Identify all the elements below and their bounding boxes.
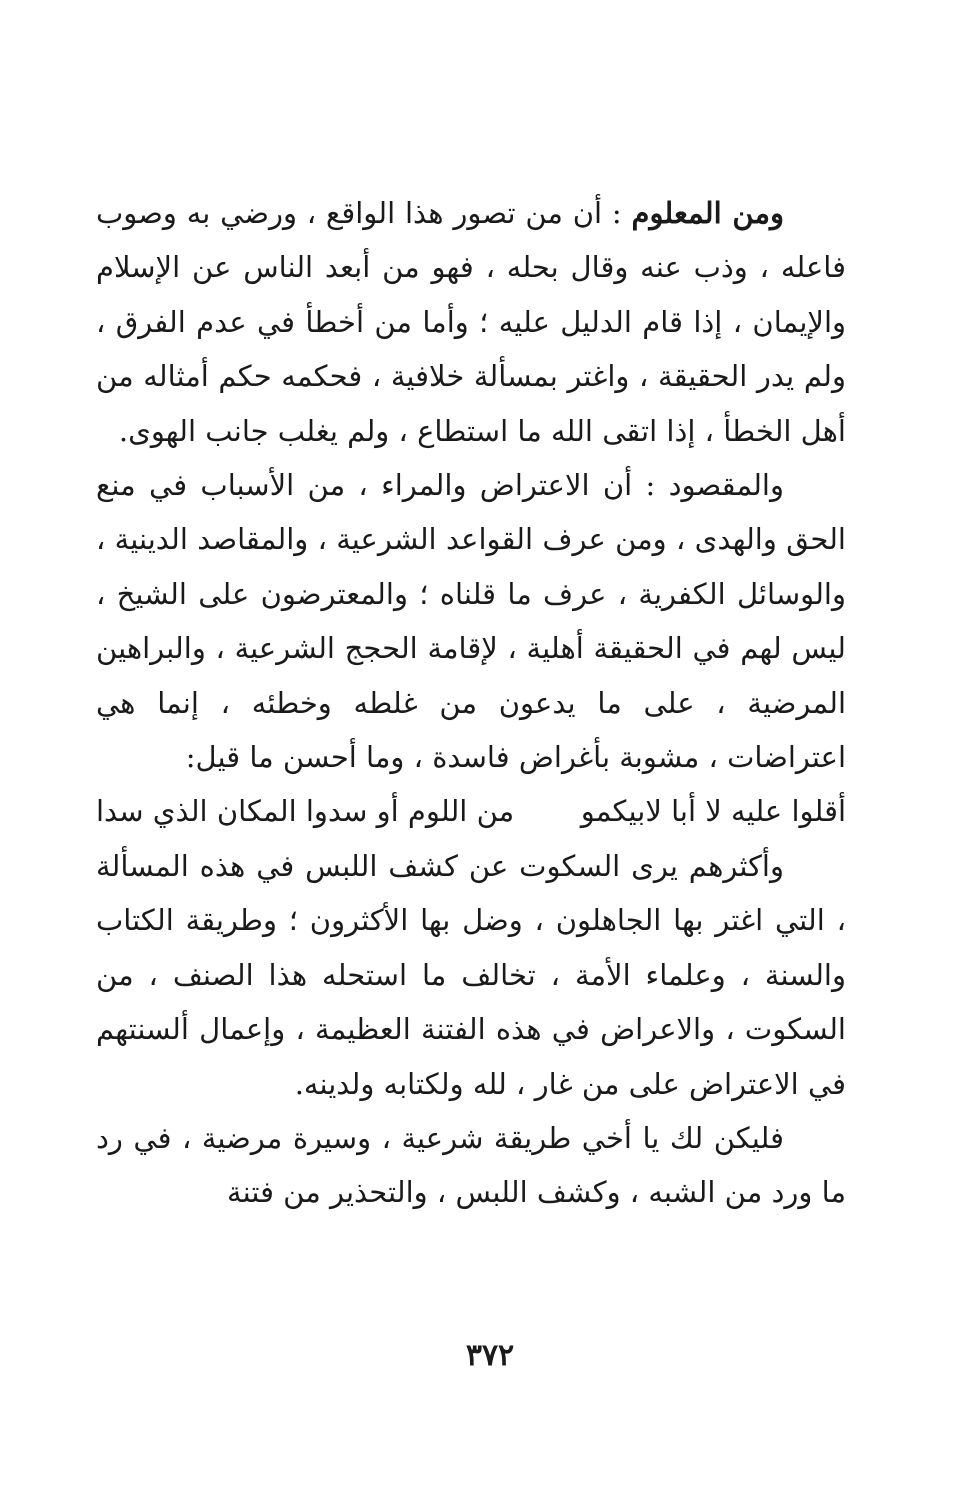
paragraph-1-lead: ومن المعلوم	[631, 196, 784, 230]
page-number: ٣٧٢	[465, 1338, 515, 1373]
paragraph-1	[96, 186, 846, 458]
paragraph-3: وأكثرهم يرى السكوت عن كشف اللبس في هذه المسألة ، التي اغتر بها الجاهلون ، وضل بها الأكثرون ؛ وطريقة الكتاب والسنة ، وعلماء الأمة ، تخالف ما استحله هذا الصنف ، من السكوت ، والاعراض في هذه الفتنة العظيمة ، وإعمال ألسنتهم في الاعتراض على من غار ، لله ولكتابه ولدينه.	[96, 848, 846, 1101]
body-text	[96, 186, 846, 1220]
paragraph-1-text: : أن من تصور هذا الواقع ، ورضي به وصوب فاعله ، وذب عنه وقال بحله ، فهو من أبعد الناس عن الإسلام والإيمان ، إذا قام الدليل عليه ؛ وأما من أخطأ في عدم الفرق ، ولم يدر الحقيقة ، واغتر بمسألة خلافية ، فحكمه حكم أمثاله من أهل الخطأ ، إذا اتقى الله ما استطاع ، ولم يغلب جانب الهوى.	[96, 196, 846, 448]
verse-second-hemistich: من اللوم أو سدوا المكان الذي سدا	[96, 794, 515, 829]
poetry-verse	[96, 784, 846, 838]
paragraph-2: والمقصود : أن الاعتراض والمراء ، من الأسباب في منع الحق والهدى ، ومن عرف القواعد الشرعية ، والمقاصد الدينية ، والوسائل الكفرية ، عرف ما قلناه ؛ والمعترضون على الشيخ ، ليس لهم في الحقيقة أهلية ، لإقامة الحجج الشرعية ، والبراهين المرضية ، على ما يدعون من غلطه وخطئه ، إنما هي اعتراضات ، مشوبة بأغراض فاسدة ، وما أحسن ما قيل:	[96, 468, 846, 775]
paragraph-4: فليكن لك يا أخي طريقة شرعية ، وسيرة مرضية ، في رد ما ورد من الشبه ، وكشف اللبس ، والتحذير من فتنة	[96, 1120, 846, 1210]
verse-first-hemistich: أقلوا عليه لا أبا لابيكمو	[580, 794, 846, 829]
